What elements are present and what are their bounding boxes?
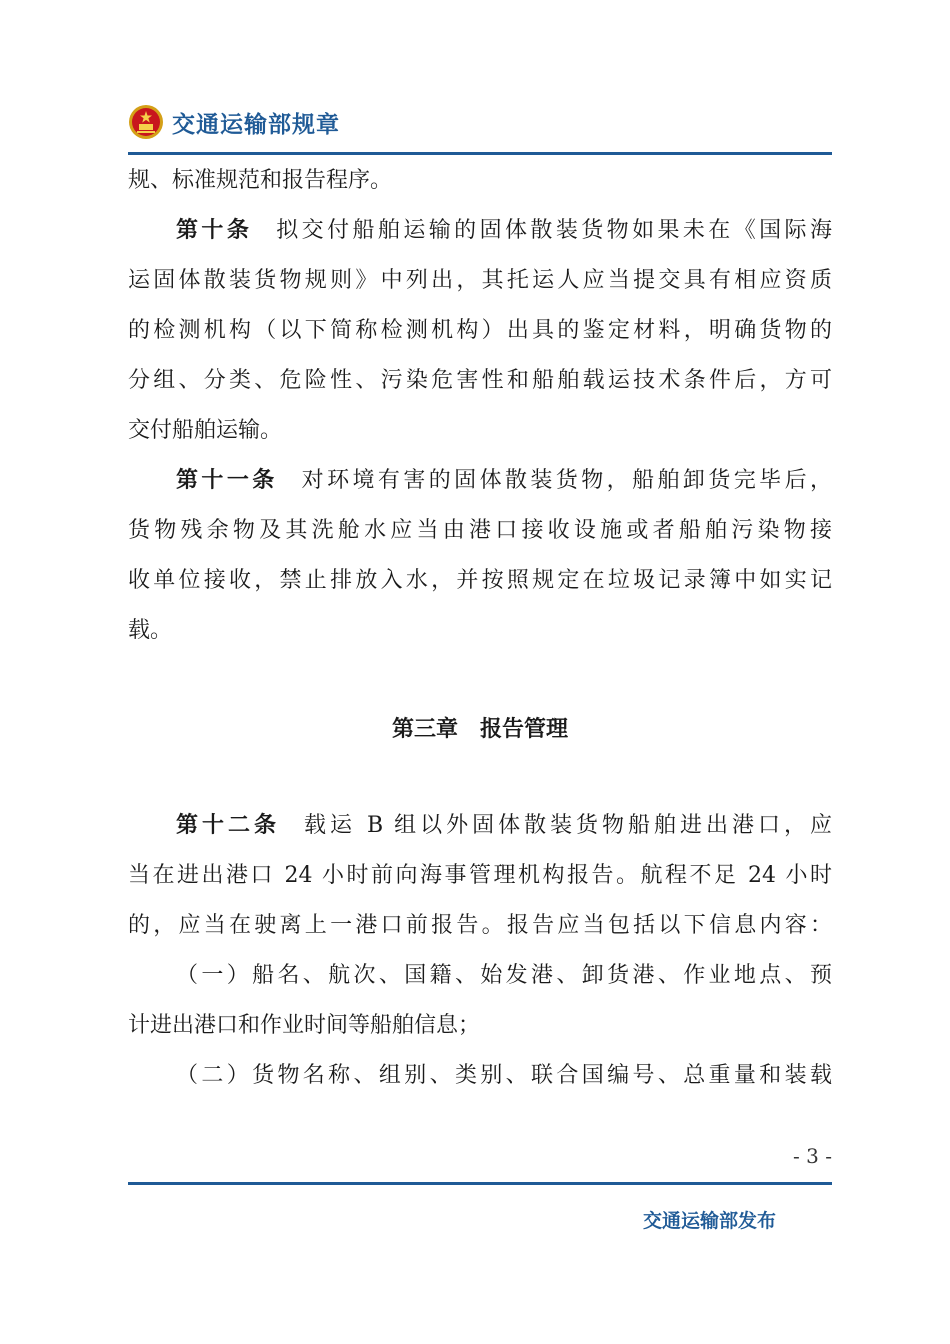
text-line: 的检测机构（以下简称检测机构）出具的鉴定材料，明确货物的 <box>128 318 832 343</box>
text-line: 的，应当在驶离上一港口前报告。报告应当包括以下信息内容： <box>128 913 832 938</box>
article-heading: 第十二条 <box>176 813 280 838</box>
footer-divider <box>128 1182 832 1185</box>
header-title: 交通运输部规章 <box>172 111 340 138</box>
text-line: 当在进出港口 24 小时前向海事管理机构报告。航程不足 24 小时 <box>128 863 832 888</box>
chapter-heading: 第三章 报告管理 <box>391 717 568 742</box>
text-line: 规、标准规范和报告程序。 <box>128 168 393 193</box>
text-line: 第十条 拟交付船舶运输的固体散装货物如果未在《国际海 <box>176 218 832 243</box>
page-header <box>128 100 832 144</box>
text-line: （一）船名、航次、国籍、始发港、卸货港、作业地点、预 <box>176 963 832 988</box>
text-line: 收单位接收，禁止排放入水，并按照规定在垃圾记录簿中如实记 <box>128 568 832 593</box>
text-line: 计进出港口和作业时间等船舶信息； <box>128 1013 481 1038</box>
article-heading: 第十条 <box>176 218 253 243</box>
page-number: - 3 - <box>793 1144 832 1168</box>
header-divider <box>128 152 832 155</box>
national-emblem-icon <box>128 104 164 140</box>
article-heading: 第十一条 <box>176 468 278 493</box>
publisher-label: 交通运输部发布 <box>642 1210 776 1232</box>
text-line: 第十一条 对环境有害的固体散装货物，船舶卸货完毕后， <box>176 468 832 493</box>
text-line: 载。 <box>128 618 173 643</box>
text-line: 货物残余物及其洗舱水应当由港口接收设施或者船舶污染物接 <box>128 518 832 543</box>
document-body <box>128 156 832 1101</box>
text-line: 运固体散装货物规则》中列出，其托运人应当提交具有相应资质 <box>128 268 832 293</box>
text-line: 交付船舶运输。 <box>128 418 283 443</box>
text-line: 第十二条 载运 B 组以外固体散装货物船舶进出港口，应 <box>176 813 832 838</box>
text-line: 分组、分类、危险性、污染危害性和船舶载运技术条件后，方可 <box>128 368 832 393</box>
text-line: （二）货物名称、组别、类别、联合国编号、总重量和装载 <box>176 1063 832 1088</box>
